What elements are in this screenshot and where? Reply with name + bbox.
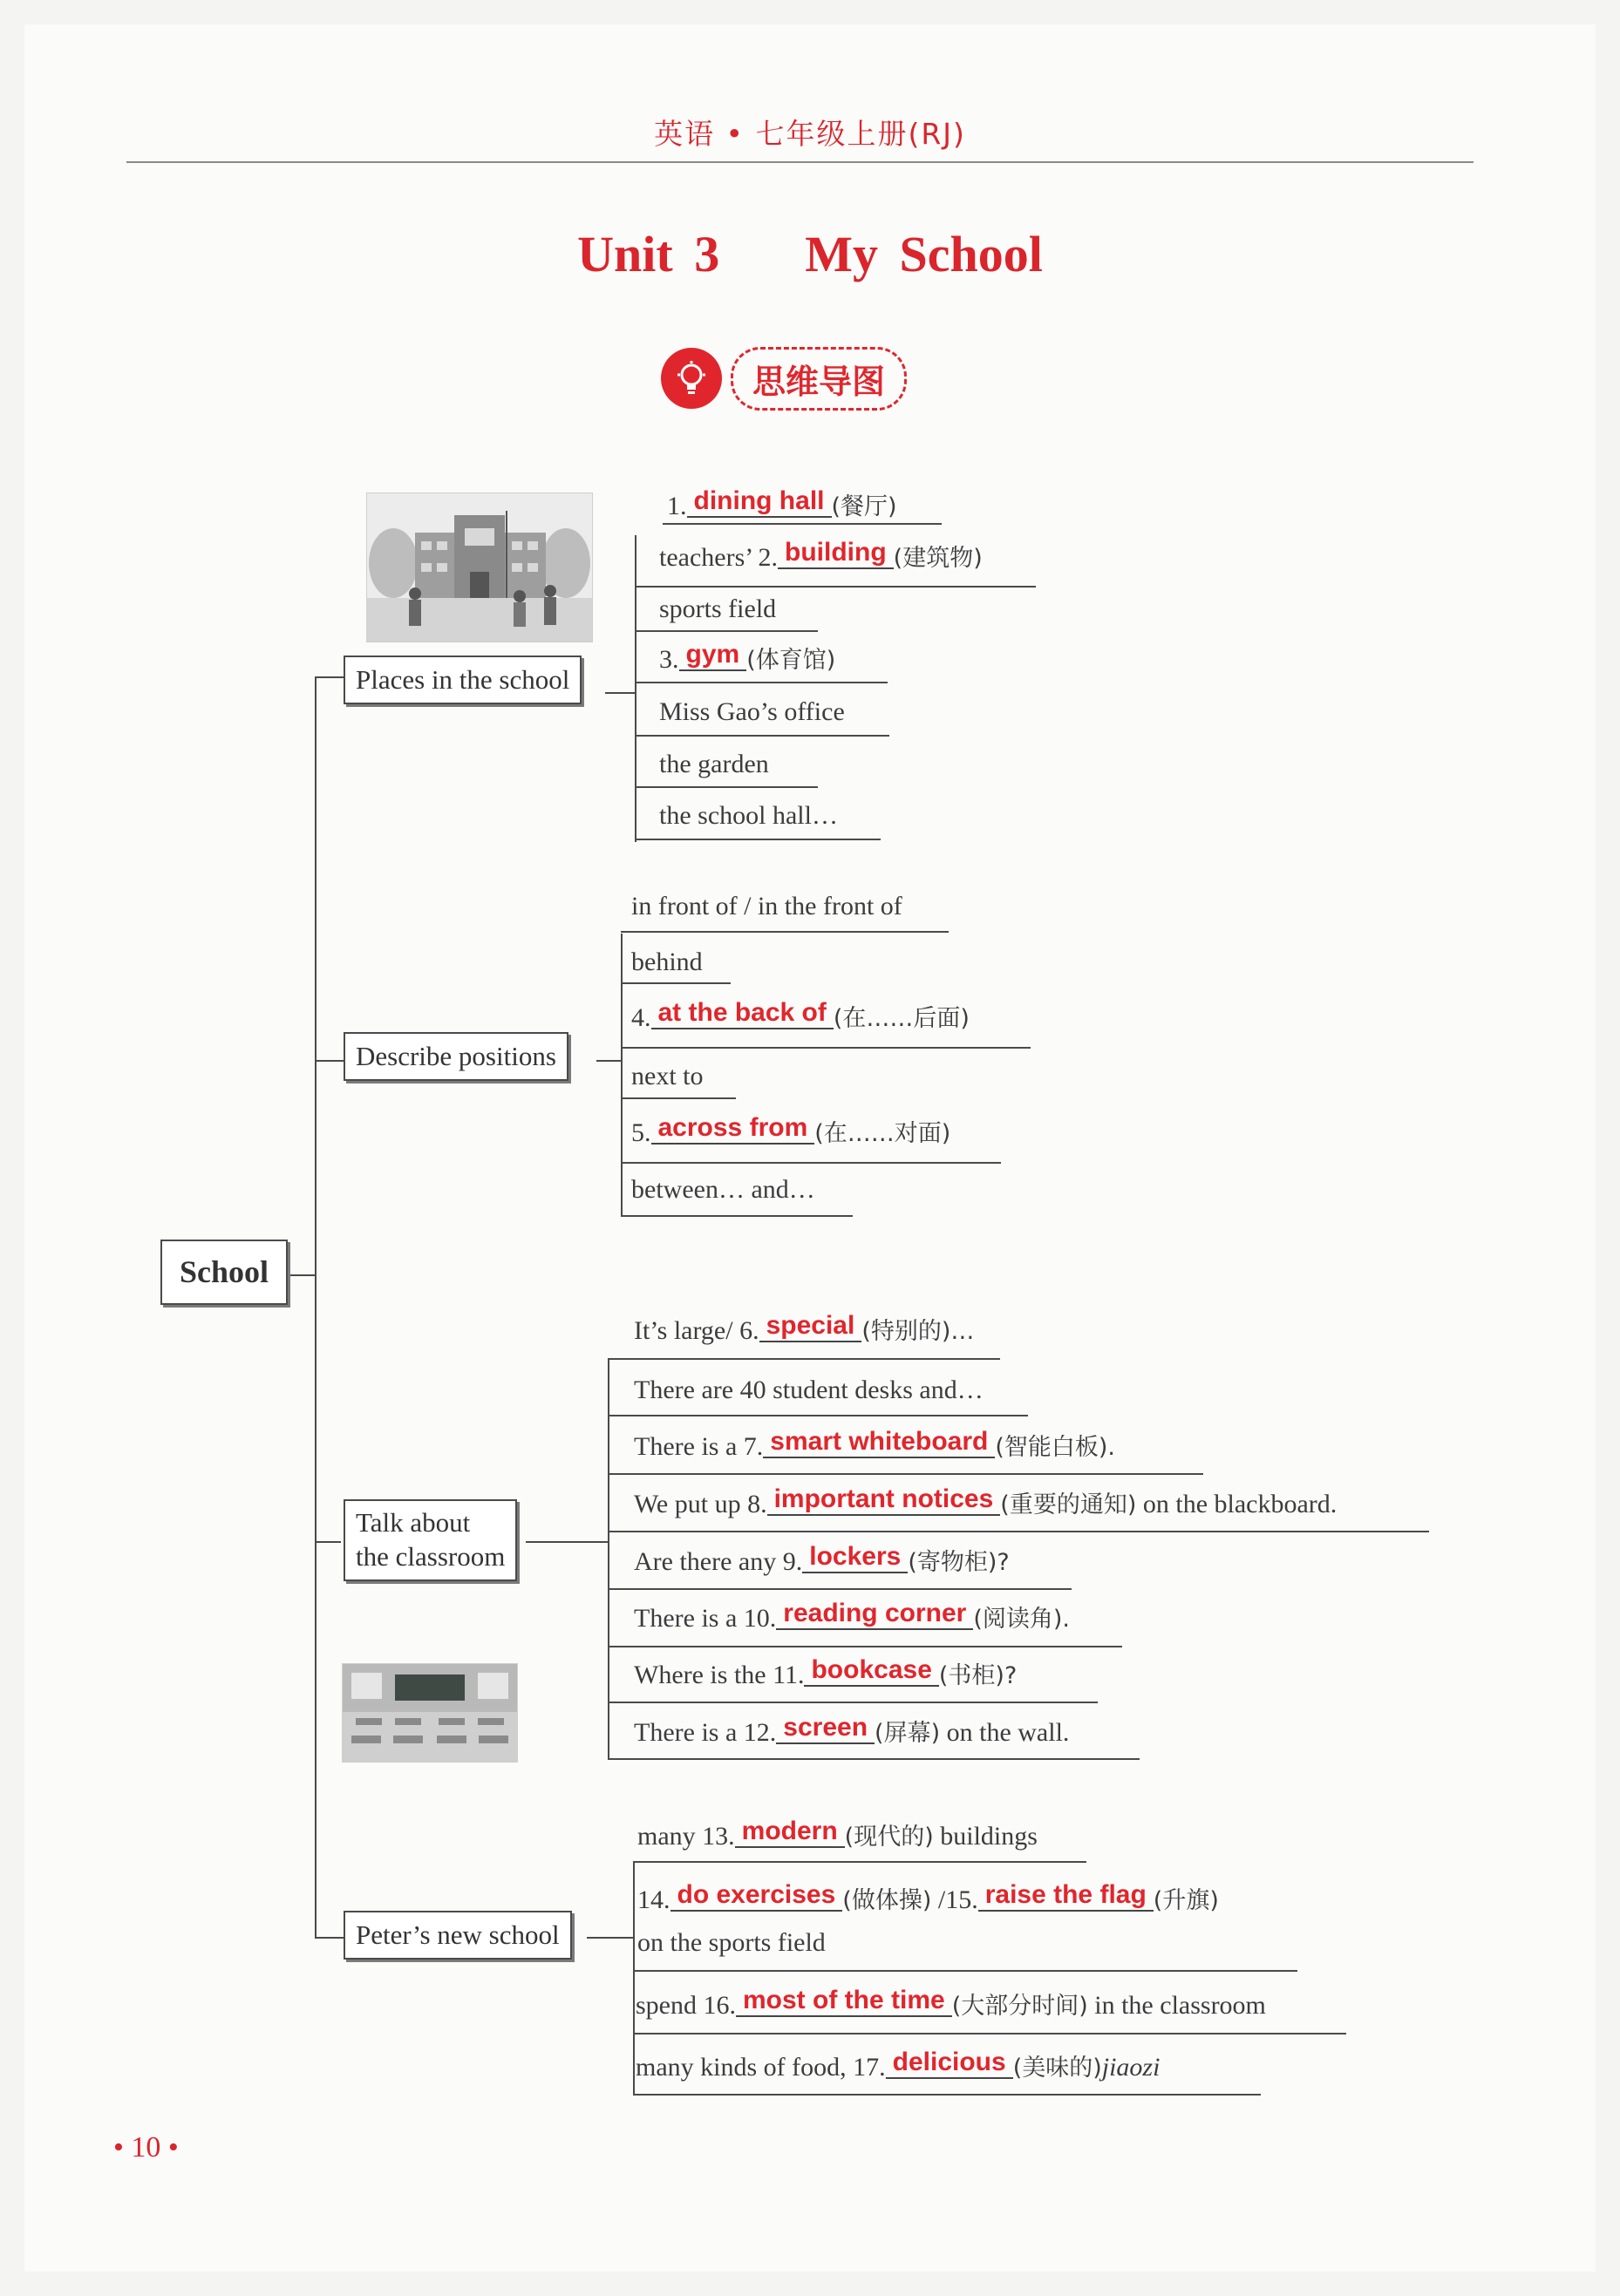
branch-peters-new-school: Peter’s new school xyxy=(344,1911,572,1960)
list-item-continuation: on the sports field xyxy=(637,1928,826,1957)
list-item: many 13. modern (现代的) buildings xyxy=(637,1817,1038,1851)
root-node-school: School xyxy=(160,1240,288,1305)
branch-places-in-the-school: Places in the school xyxy=(344,656,582,704)
branch-describe-positions: Describe positions xyxy=(344,1032,568,1081)
page-title: Unit 3 My School xyxy=(577,226,1043,282)
trunk-branch-peter xyxy=(315,1937,344,1939)
underline xyxy=(621,931,949,933)
list-item: many kinds of food, 17. delicious (美味的)jiaozi xyxy=(636,2048,1161,2082)
answer: bookcase xyxy=(804,1657,938,1687)
trunk-branch-positions xyxy=(315,1060,344,1062)
answer: special xyxy=(759,1313,862,1342)
list-item: There is a 7. smart whiteboard (智能白板). xyxy=(634,1427,1115,1461)
list-item: spend 16. most of the time (大部分时间) in the classroom xyxy=(636,1986,1266,2020)
underline xyxy=(633,2094,1261,2096)
list-item: 5. across from (在……对面) xyxy=(631,1113,951,1147)
answer: smart whiteboard xyxy=(763,1429,995,1458)
answer: at the back of xyxy=(651,1000,834,1029)
school-building-illustration xyxy=(366,492,593,642)
underline xyxy=(608,1702,1098,1703)
header-rule xyxy=(126,161,1474,163)
places-stem xyxy=(605,692,636,694)
list-item: Miss Gao’s office xyxy=(659,697,845,726)
list-item: teachers’ 2. building (建筑物) xyxy=(659,538,983,572)
list-item: Are there any 9. lockers (寄物柜)? xyxy=(634,1542,1010,1576)
underline xyxy=(633,1970,1297,1972)
answer: important notices xyxy=(767,1486,1001,1516)
list-item: There is a 10. reading corner (阅读角). xyxy=(634,1599,1070,1633)
answer: do exercises xyxy=(670,1882,843,1912)
list-item: It’s large/ 6. special (特别的)… xyxy=(634,1311,975,1345)
answer: lockers xyxy=(802,1544,908,1573)
trunk-branch-places xyxy=(315,676,344,678)
positions-stem xyxy=(596,1060,621,1062)
list-item: There is a 12. screen (屏幕) on the wall. xyxy=(634,1713,1070,1747)
underline xyxy=(608,1531,1429,1532)
list-item: 14. do exercises (做体操) /15. raise the flag (升旗) xyxy=(637,1880,1219,1914)
mind-map-badge xyxy=(661,347,907,410)
underline xyxy=(635,735,889,737)
list-item: Where is the 11. bookcase (书柜)? xyxy=(634,1655,1018,1689)
lightbulb-icon xyxy=(661,348,722,409)
peter-stem xyxy=(587,1937,635,1939)
answer: screen xyxy=(776,1715,875,1744)
list-item: 1. dining hall (餐厅) xyxy=(667,486,897,520)
underline xyxy=(608,1646,1122,1647)
branch-label-line2: the classroom xyxy=(356,1540,506,1572)
classroom-bracket xyxy=(608,1358,609,1759)
underline xyxy=(621,1047,1031,1049)
underline xyxy=(663,523,942,525)
underline xyxy=(621,1097,736,1099)
list-item: sports field xyxy=(659,594,777,623)
list-item: the garden xyxy=(659,750,769,778)
underline xyxy=(635,839,881,840)
list-item: We put up 8. important notices (重要的通知) on the blackboard. xyxy=(634,1484,1338,1518)
answer: building xyxy=(778,540,894,569)
mind-map-label: 思维导图 xyxy=(731,347,907,411)
answer: gym xyxy=(679,642,747,671)
underline xyxy=(621,1215,853,1217)
root-connector xyxy=(290,1274,317,1276)
list-item: 4. at the back of (在……后面) xyxy=(631,998,970,1032)
answer: modern xyxy=(735,1818,845,1848)
list-item: 3. gym (体育馆) xyxy=(659,640,836,674)
underline xyxy=(608,1473,1203,1475)
places-bracket xyxy=(635,535,636,842)
peter-bracket xyxy=(633,1861,635,2095)
answer: delicious xyxy=(886,2049,1013,2079)
underline xyxy=(635,786,818,788)
underline xyxy=(608,1415,1028,1416)
running-header: 英语 • 七年级上册(RJ) xyxy=(654,117,966,151)
underline xyxy=(633,2033,1346,2034)
underline xyxy=(608,1358,1000,1360)
answer: most of the time xyxy=(736,1987,952,2017)
list-item: between… and… xyxy=(631,1175,815,1204)
list-item: the school hall… xyxy=(659,801,838,830)
branch-talk-about-the-classroom xyxy=(344,1499,517,1581)
answer: dining hall xyxy=(687,488,832,518)
list-item: behind xyxy=(631,948,703,976)
list-item: in front of / in the front of xyxy=(631,892,902,920)
main-trunk xyxy=(315,676,317,1938)
underline xyxy=(621,1162,1001,1164)
underline xyxy=(635,630,818,632)
answer: raise the flag xyxy=(978,1882,1154,1912)
list-item: There are 40 student desks and… xyxy=(634,1376,984,1404)
underline xyxy=(621,982,731,984)
list-item: next to xyxy=(631,1062,704,1090)
classroom-stem xyxy=(526,1541,609,1543)
branch-label-line1: Talk about xyxy=(356,1507,471,1538)
page-number: • 10 • xyxy=(113,2131,179,2164)
underline xyxy=(635,586,1036,588)
answer: across from xyxy=(651,1115,815,1145)
trunk-branch-classroom xyxy=(315,1541,341,1543)
underline xyxy=(608,1758,1140,1760)
underline xyxy=(635,682,888,683)
positions-bracket xyxy=(621,934,623,1217)
underline xyxy=(633,1861,1086,1863)
answer: reading corner xyxy=(776,1600,973,1630)
classroom-illustration xyxy=(342,1663,518,1763)
underline xyxy=(608,1588,1072,1590)
